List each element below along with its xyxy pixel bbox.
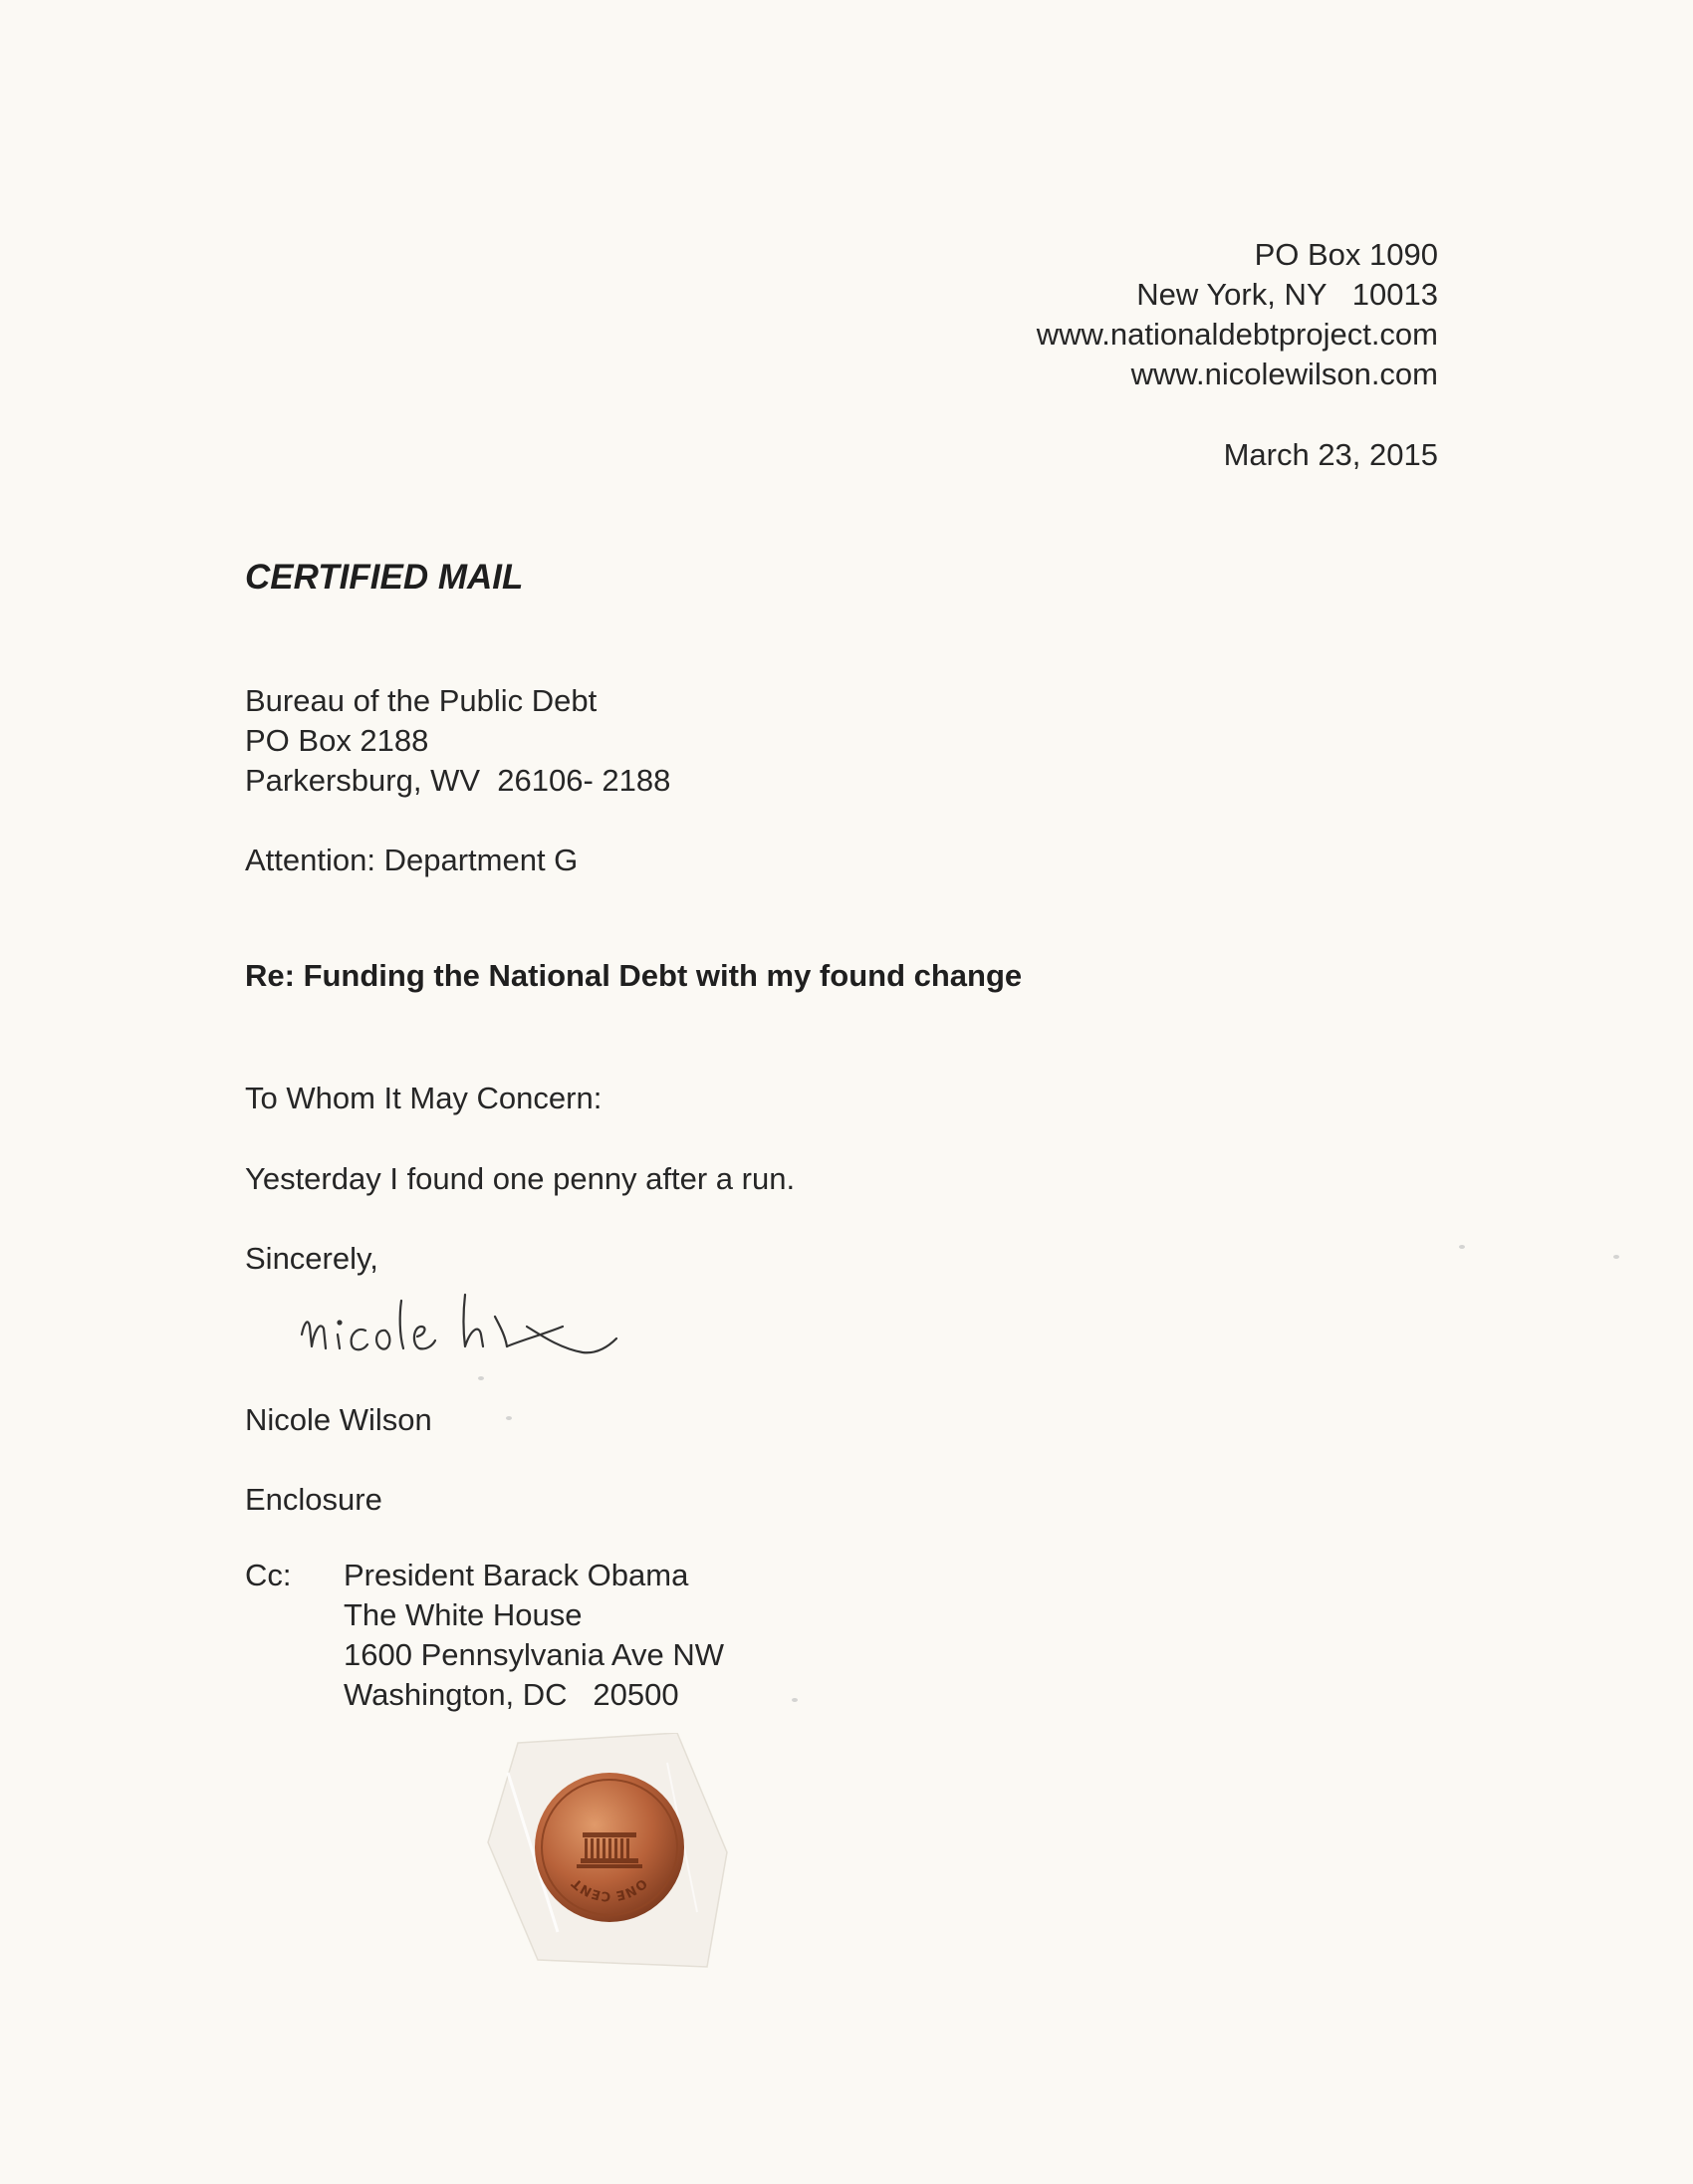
cc-address [344,1556,724,1715]
sender-address [1037,235,1438,394]
letter-body: Yesterday I found one penny after a run. [245,1161,796,1196]
subject-line: Re: Funding the National Debt with my found change [245,958,1023,993]
recipient-address [245,681,670,801]
sender-website-2: www.nicolewilson.com [1130,357,1438,391]
enclosure-note: Enclosure [245,1482,382,1517]
certified-mail-heading: CERTIFIED MAIL [245,558,524,597]
recipient-city: Parkersburg, WV 26106- 2188 [245,763,671,798]
sender-city: New York, NY 10013 [1136,277,1438,312]
paper-speck [506,1416,512,1420]
signer-name: Nicole Wilson [245,1402,432,1437]
penny-coin [533,1771,686,1924]
cc-name: President Barack Obama [344,1558,689,1592]
cc-street: 1600 Pennsylvania Ave NW [344,1637,724,1672]
cc-label: Cc: [245,1558,292,1592]
paper-speck [1459,1245,1465,1249]
attention-line: Attention: Department G [245,843,579,877]
closing: Sincerely, [245,1241,378,1276]
penny-inscription: ONE CENT [569,1874,650,1904]
letter-date: March 23, 2015 [1223,437,1438,472]
cc-organization: The White House [344,1597,583,1632]
recipient-po-box: PO Box 2188 [245,723,429,758]
salutation: To Whom It May Concern: [245,1081,603,1115]
cc-city: Washington, DC 20500 [344,1677,679,1712]
recipient-name: Bureau of the Public Debt [245,683,598,718]
sender-website-1: www.nationaldebtproject.com [1036,317,1438,352]
sender-po-box: PO Box 1090 [1254,237,1438,272]
handwritten-signature [294,1265,632,1374]
paper-speck [792,1698,798,1702]
paper-speck [1613,1255,1619,1259]
paper-speck [478,1376,484,1380]
